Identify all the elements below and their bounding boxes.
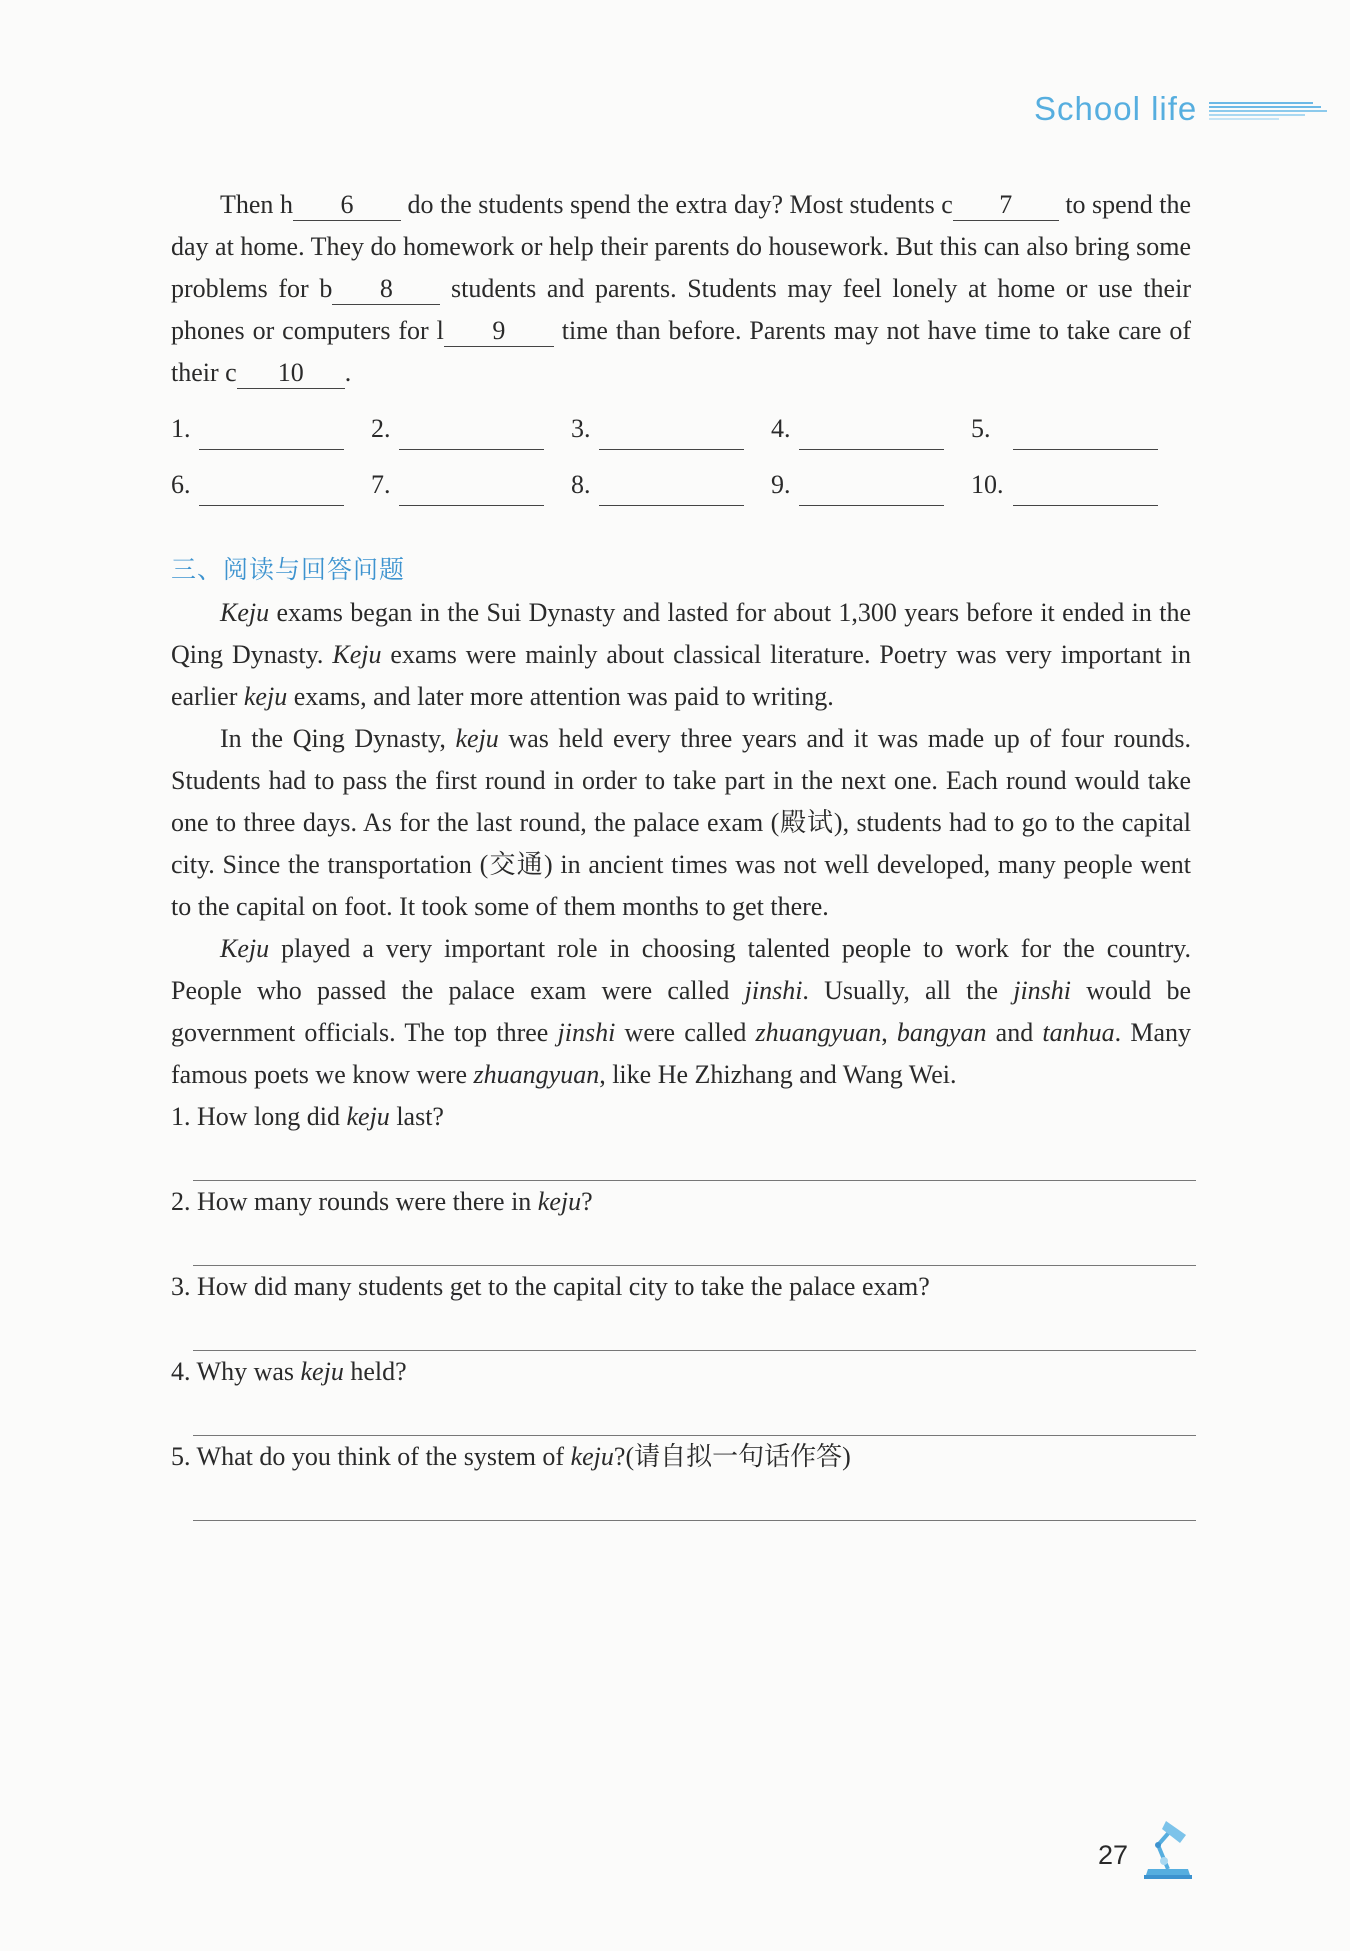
question-text: held? [343, 1357, 407, 1386]
answer-slot-5 [971, 408, 1189, 450]
answer-slot-2 [371, 408, 571, 450]
question-text: last? [389, 1102, 444, 1131]
italic-term: keju [570, 1442, 614, 1471]
cloze-blank-7[interactable]: 7 [953, 190, 1059, 221]
answer-line-q5[interactable] [193, 1478, 1196, 1521]
page-number: 27 [1098, 1840, 1129, 1870]
page-header [1034, 90, 1327, 128]
answer-line[interactable] [399, 477, 544, 506]
answer-line[interactable] [399, 421, 544, 450]
answer-line[interactable] [199, 477, 344, 506]
italic-term: bangyan [896, 1018, 987, 1047]
paragraph-text: would be government officials. The top three [171, 976, 1192, 1047]
answer-row-1 [171, 402, 1191, 450]
paragraph-text: played a very important role in choosing talented people to work for the country. People who passed the palace exam were called [171, 934, 1191, 1005]
stripes-icon [1209, 96, 1327, 122]
answer-number: 3. [571, 414, 591, 443]
italic-term: keju [537, 1187, 582, 1216]
reading-paragraph-3 [171, 928, 1191, 1096]
answer-slot-9 [771, 464, 971, 506]
answer-row-2 [171, 458, 1191, 506]
cloze-text: time than before. Parents may not have time to take care of their c [171, 316, 1191, 387]
cloze-paragraph [171, 184, 1191, 394]
page-content [171, 184, 1191, 1521]
question-text: ?(请自拟一句话作答) [613, 1442, 851, 1471]
answer-number: 10. [971, 470, 1004, 499]
italic-term: Keju [332, 640, 382, 669]
paragraph-text: , [881, 1018, 897, 1047]
answer-line-q3[interactable] [193, 1308, 1196, 1351]
reading-paragraph-2 [171, 718, 1191, 928]
italic-term: zhuangyuan [755, 1018, 882, 1047]
italic-term: zhuangyuan [473, 1060, 600, 1089]
italic-term: Keju [220, 934, 270, 963]
question-text: 2. How many rounds were there in [171, 1187, 538, 1216]
answer-number: 8. [571, 470, 591, 499]
answer-line[interactable] [1013, 477, 1158, 506]
cloze-blank-9[interactable]: 9 [444, 316, 554, 347]
cloze-blank-10[interactable]: 10 [237, 358, 345, 389]
italic-term: keju [243, 682, 288, 711]
question-5 [171, 1436, 1191, 1478]
question-1 [171, 1096, 1191, 1138]
answer-number: 2. [371, 414, 391, 443]
answer-line[interactable] [799, 477, 944, 506]
answer-slot-7 [371, 464, 571, 506]
paragraph-text: exams were mainly about classical literature. Poetry was very important in earlier [171, 640, 1191, 711]
question-text: 5. What do you think of the system of [171, 1442, 571, 1471]
answer-slot-10 [971, 464, 1189, 506]
answer-number: 5. [971, 414, 991, 443]
answer-slot-4 [771, 408, 971, 450]
question-2 [171, 1181, 1191, 1223]
question-3 [171, 1266, 1191, 1308]
answer-line[interactable] [199, 421, 344, 450]
italic-term: Keju [220, 598, 270, 627]
answer-line[interactable] [1013, 421, 1158, 450]
cloze-text: to spend the day at home. They do homework or help their parents do housework. But this can also bring some problems for b [171, 190, 1191, 303]
reading-paragraph-1 [171, 592, 1191, 718]
answer-line[interactable] [599, 421, 744, 450]
question-text: 4. Why was [171, 1357, 301, 1386]
italic-term: keju [346, 1102, 390, 1131]
answer-line[interactable] [799, 421, 944, 450]
answer-slot-3 [571, 408, 771, 450]
answer-slot-8 [571, 464, 771, 506]
answer-line-q4[interactable] [193, 1393, 1196, 1436]
header-title: School life [1034, 90, 1198, 127]
answer-number: 1. [171, 414, 191, 443]
cloze-text: . [344, 358, 352, 387]
answer-number: 4. [771, 414, 791, 443]
question-text: 3. How did many students get to the capital city to take the palace exam? [171, 1272, 930, 1301]
italic-term: jinshi [744, 976, 803, 1005]
cloze-text: students and parents. Students may feel lonely at home or use their phones or computers for l [171, 274, 1191, 345]
question-text: ? [581, 1187, 593, 1216]
question-text: 1. How long did [171, 1102, 347, 1131]
desk-lamp-icon [1136, 1815, 1198, 1881]
cloze-blank-6[interactable]: 6 [293, 190, 401, 221]
italic-term: keju [455, 724, 499, 753]
paragraph-text: . Usually, all the [802, 976, 1014, 1005]
italic-term: jinshi [557, 1018, 616, 1047]
answer-slot-1 [171, 408, 371, 450]
paragraph-text: In the Qing Dynasty, [220, 724, 456, 753]
paragraph-text: exams, and later more attention was paid to writing. [287, 682, 834, 711]
answer-number: 6. [171, 470, 191, 499]
answer-line-q2[interactable] [193, 1223, 1196, 1266]
cloze-text: Then h [220, 190, 293, 219]
italic-term: tanhua [1042, 1018, 1115, 1047]
answer-number: 9. [771, 470, 791, 499]
answer-slot-6 [171, 464, 371, 506]
paragraph-text: exams began in the Sui Dynasty and lasted for about 1,300 years before it ended in the Qing Dynasty. [171, 598, 1191, 669]
italic-term: keju [300, 1357, 344, 1386]
italic-term: jinshi [1013, 976, 1072, 1005]
answer-line[interactable] [599, 477, 744, 506]
paragraph-text: were called [615, 1018, 756, 1047]
paragraph-text: . Many famous poets we know were [171, 1018, 1191, 1089]
section-title: 三、阅读与回答问题 [171, 555, 406, 584]
paragraph-text: was held every three years and it was made up of four rounds. Students had to pass the first round in order to take part in the next one. Each round would take one to three days. As for the last round, the palace exam (殿试), students had to go to the capital city. Since the transportation (交通) in ancient times was not well developed, many people went to the capital on foot. It took some of them months to get there. [171, 724, 1191, 921]
cloze-text: do the students spend the extra day? Most students c [400, 190, 953, 219]
paragraph-text: , like He Zhizhang and Wang Wei. [599, 1060, 957, 1089]
cloze-blank-8[interactable]: 8 [332, 274, 440, 305]
answer-line-q1[interactable] [193, 1138, 1196, 1181]
paragraph-text: and [986, 1018, 1043, 1047]
answer-number: 7. [371, 470, 391, 499]
question-4 [171, 1351, 1191, 1393]
